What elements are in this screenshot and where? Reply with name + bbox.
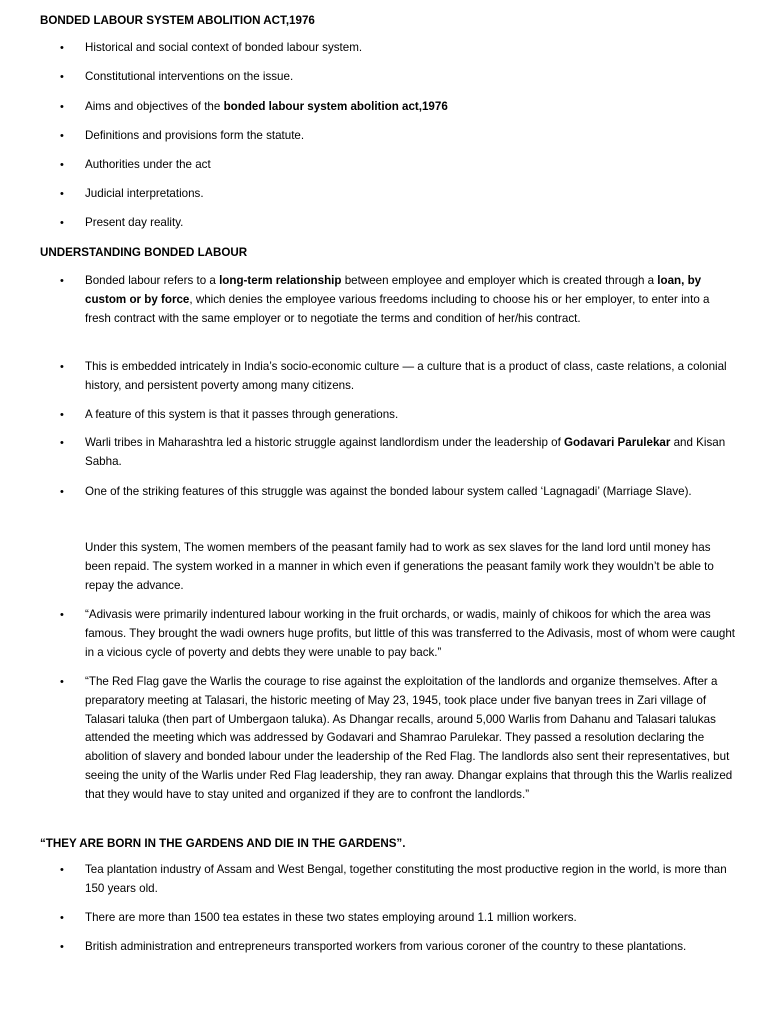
act-name-bold: bonded labour system abolition act,1976 [223,100,448,113]
bullet-icon: • [60,941,64,953]
bullet-icon: • [60,486,64,498]
list-item-text: Definitions and provisions form the statute. [85,129,305,142]
bullet-icon: • [60,676,64,688]
bullet-icon: • [60,912,64,924]
list-item-text [85,98,735,117]
list-item-text: “The Red Flag gave the Warlis the courage to rise against the exploitation of the landlords and organize themselves. After a preparatory meeting at Talasari, the historic meeting of May 23, 1945, took place under five banyan trees in Zari village of Talasari taluka (then part of Umbergaon taluka). As Dhangar recalls, around 5,000 Warlis from Dahanu and Talasari talukas attended the meeting which was addressed by Godavari and Shamrao Parulekar. They passed a resolution declaring the abolition of slavery and bonded labour under the leadership of the Red Flag. The landlords also sent their representatives, but seeing the unity of the Warlis under Red Flag leadership, they ran away. Dhangar explains that through this the Warlis realized that they would have to stay united and organized if they are to confront the landlords.” [85,675,733,801]
bold-text: loan, by custom or by force [85,274,702,306]
list-item-text: Tea plantation industry of Assam and West Bengal, together constituting the most productive region in the world, is more than 150 years old. [85,863,727,895]
bullet-icon: • [60,361,64,373]
list-item-text: Judicial interpretations. [85,187,204,200]
bullet-icon: • [60,409,64,421]
heading-gardens-quote: “THEY ARE BORN IN THE GARDENS AND DIE IN THE GARDENS”. [40,837,406,850]
bold-text: Godavari Parulekar [564,436,671,449]
text-run: , which denies the employee various freedoms including to choose his or her employer, to enter into a fresh contract with the same employer or to negotiate the terms and condition of her/his contract. [85,292,710,325]
list-item-text-part: Aims and objectives of the [85,100,221,113]
list-item-text [85,434,735,472]
list-item-text: Present day reality. [85,216,184,229]
list-item-text: Constitutional interventions on the issue. [85,70,294,83]
list-item-text: Authorities under the act [85,158,211,171]
bullet-icon: • [60,217,64,229]
bullet-icon: • [60,188,64,200]
list-item-text: Historical and social context of bonded labour system. [85,41,363,54]
bullet-icon: • [60,609,64,621]
bullet-icon: • [60,71,64,83]
bullet-icon: • [60,275,64,287]
list-item-text [85,272,735,328]
bold-text: long-term relationship [219,274,342,287]
text-run: between employee and employer which is created through a [344,274,655,287]
list-item-text: This is embedded intricately in India’s socio-economic culture — a culture that is a product of class, caste relations, a colonial history, and persistent poverty among many citizens. [85,360,727,392]
heading-understanding-bonded-labour: UNDERSTANDING BONDED LABOUR [40,246,248,259]
list-item-text: There are more than 1500 tea estates in these two states employing around 1.1 million workers. [85,911,577,924]
heading-bonded-labour-act: BONDED LABOUR SYSTEM ABOLITION ACT,1976 [40,14,315,27]
bullet-icon: • [60,159,64,171]
bullet-icon: • [60,42,64,54]
text-run: Bonded labour refers to a [85,274,216,287]
text-run: and Kisan Sabha. [85,436,726,468]
text-run: Warli tribes in Maharashtra led a historic struggle against landlordism under the leadership of [85,436,561,449]
lagnagadi-paragraph: Under this system, The women members of the peasant family had to work as sex slaves for the land lord until money has been repaid. The system worked in a manner in which even if generations the peasant family work they wouldn’t be able to repay the advance. [85,541,714,592]
bullet-icon: • [60,130,64,142]
bullet-icon: • [60,101,64,113]
bullet-icon: • [60,864,64,876]
list-item-text: One of the striking features of this struggle was against the bonded labour system called ‘Lagnagadi’ (Marriage Slave). [85,485,692,498]
list-item-text: A feature of this system is that it passes through generations. [85,408,399,421]
list-item-text: British administration and entrepreneurs transported workers from various coroner of the country to these plantations. [85,940,687,953]
list-item-text: “Adivasis were primarily indentured labour working in the fruit orchards, or wadis, mainly of chikoos for which the area was famous. They brought the wadi owners huge profits, but little of this was transferred to the Adivasis, most of whom were caught in a vicious cycle of poverty and debts they were unable to pay back.” [85,608,736,659]
bullet-icon: • [60,437,64,449]
